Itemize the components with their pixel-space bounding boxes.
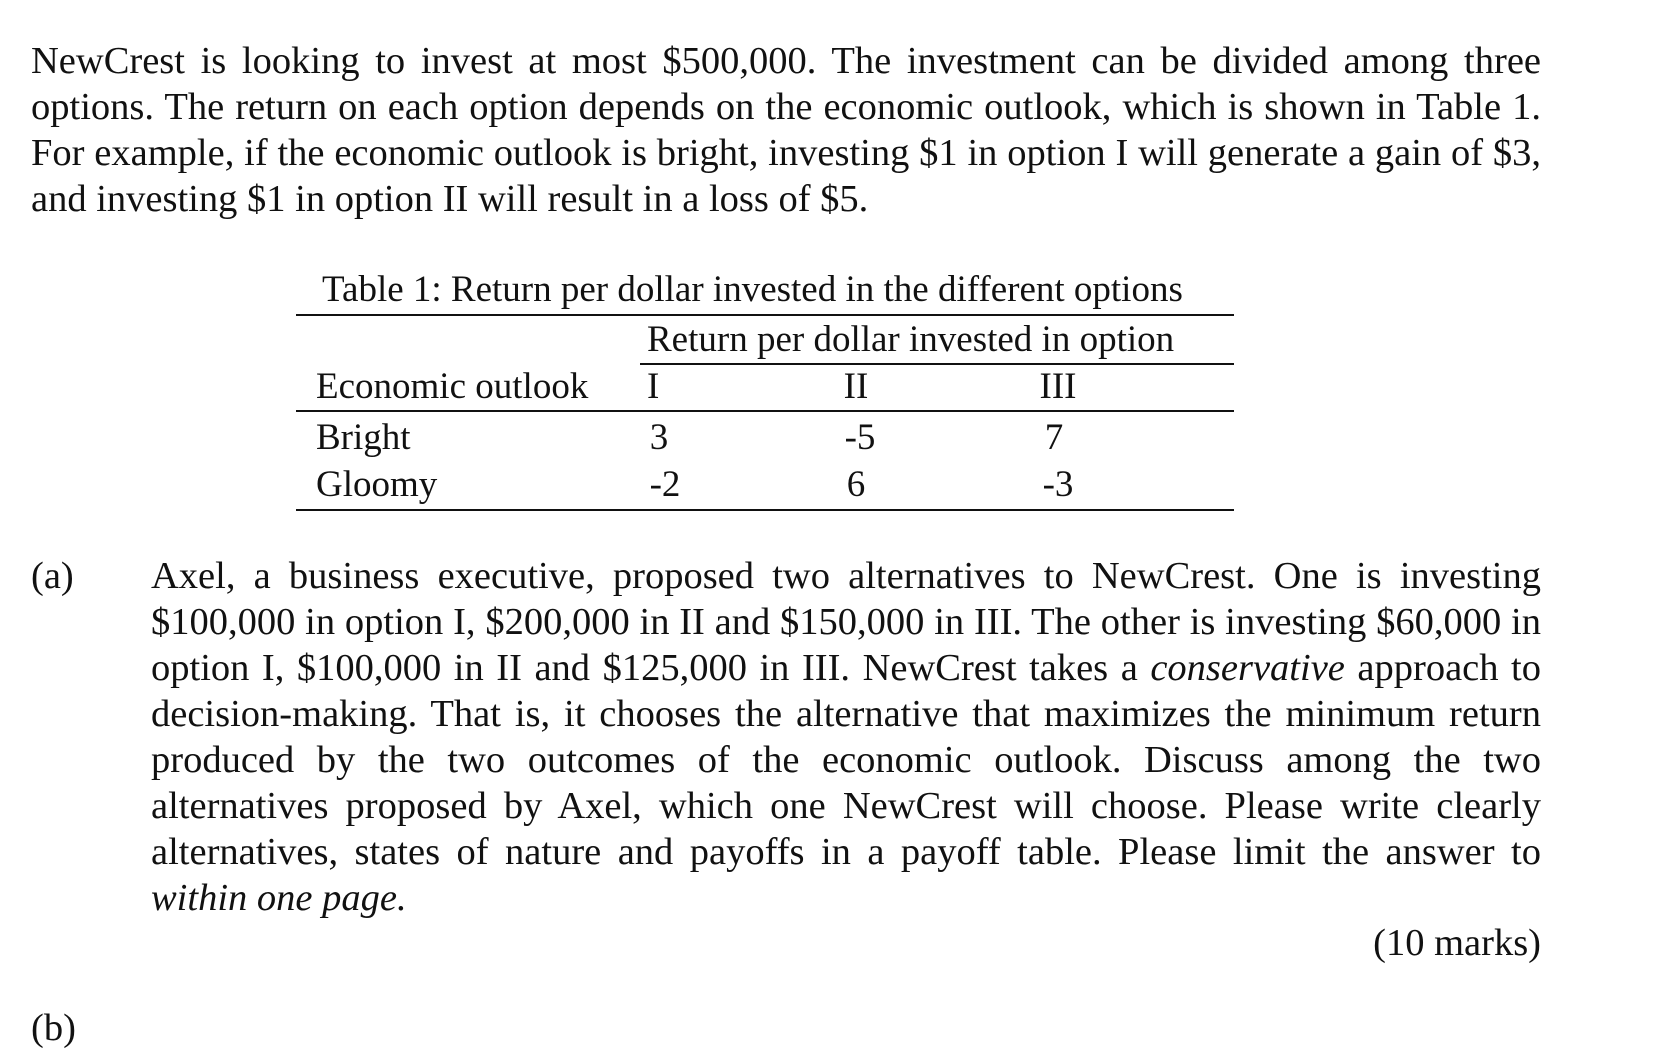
question-a-emphasis-conservative: conservative [1150,647,1345,689]
question-a-marks: (10 marks) [1373,922,1541,964]
table-caption: Table 1: Return per dollar invested in the different options [322,269,1183,310]
table-column-header: I [647,366,660,407]
question-a-emphasis-one-page: within one page. [151,877,407,919]
question-a-text [151,553,1541,921]
table-row-label: Gloomy [316,464,438,505]
table-row-label: Bright [316,417,411,458]
table-header-rule [296,410,1234,412]
table-cell: -3 [1042,464,1074,505]
intro-paragraph: NewCrest is looking to invest at most $500,000. The investment can be divided among three options. The return on each option depends on the economic outlook, which is shown in Table 1. For example, if the economic outlook is bright, investing $1 in option I will generate a gain of $3, and investing $1 in option II will result in a loss of $5. [31,40,1541,220]
table-cell: 6 [846,464,866,505]
question-a-text-part1: Axel, a business executive, proposed two alternatives to NewCrest. One is investing $100,000 in option I, $200,000 in II and $150,000 in III. The other is investing $60,000 in option I, $100,000 in II and $125,000 in III. NewCrest takes a [151,555,1541,689]
table-top-rule [296,314,1234,316]
table-group-rule [640,363,1234,365]
table-cell: -2 [649,464,681,505]
table-column-header: III [1039,366,1077,407]
table-cell: -5 [844,417,876,458]
table-group-header: Return per dollar invested in option [647,319,1175,360]
question-a-text-part2: approach to decision-making. That is, it chooses the alternative that maximizes the minimum return produced by the two outcomes of the economic outlook. Discuss among the two alternatives proposed by Axel, which one NewCrest will choose. Please write clearly alternatives, states of nature and payoffs in a payoff table. Please limit the answer to [151,647,1541,873]
question-b-label: (b) [31,1007,76,1049]
table-cell: 7 [1044,417,1064,458]
question-a-label: (a) [31,555,74,597]
table-bottom-rule [296,509,1234,511]
table-row-header: Economic outlook [316,366,589,407]
table-column-header: II [843,366,869,407]
table-cell: 3 [649,417,669,458]
